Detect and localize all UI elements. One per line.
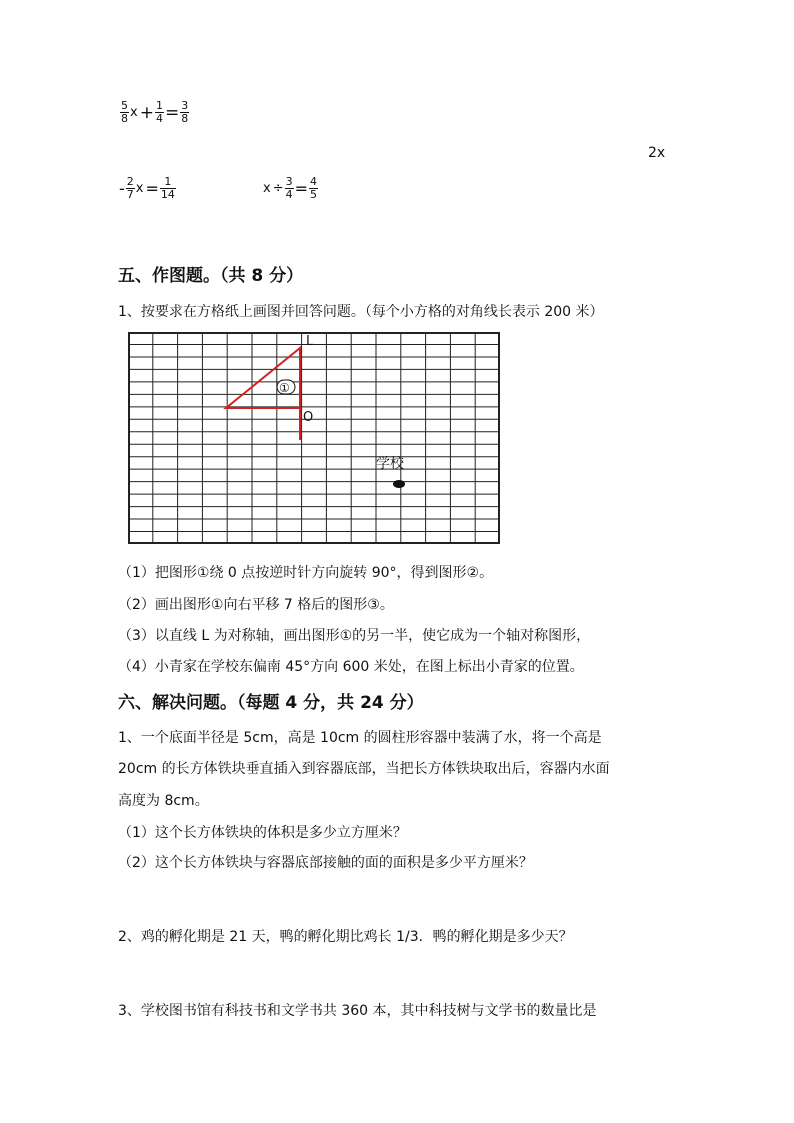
equals-sign: = <box>145 179 159 198</box>
label-O: O <box>303 410 314 425</box>
fraction: $\frac{1}{4}$ <box>155 99 163 125</box>
equals-sign: = <box>164 102 180 123</box>
fraction: $\frac{5}{8}$ <box>121 99 128 125</box>
question-6-2: 2、鸡的孵化期是 21 天，鸭的孵化期比鸡长 1/3．鸭的孵化期是多少天？ <box>118 929 573 945</box>
variable: x <box>135 181 144 196</box>
item-5-3: （3）以直线 L 为对称轴，画出图形①的另一半，使它成为一个轴对称图形， <box>118 628 591 644</box>
section-5-heading: 五、作图题。（共 8 分） <box>118 266 304 286</box>
item-5-4: （4）小青家在学校东偏南 45°方向 600 米处，在图上标出小青家的位置。 <box>118 659 584 675</box>
label-L: L <box>306 334 314 349</box>
section-6-heading: 六、解决问题。（每题 4 分，共 24 分） <box>118 693 424 713</box>
equation-1 <box>120 100 189 125</box>
variable: x <box>130 105 138 120</box>
question-6-1-sub-2: （2）这个长方体铁块与容器底部接触的面的面积是多少平方厘米？ <box>118 855 533 871</box>
equation-3 <box>262 176 318 201</box>
grid-figure <box>128 332 500 544</box>
fraction: $\frac{3}{4}$ <box>285 175 293 201</box>
operator: + <box>139 102 154 123</box>
question-6-3: 3、学校图书馆有科技书和文学书共 360 本，其中科技树与文学书的数量比是 <box>118 1003 597 1019</box>
question-6-1-line-2: 20cm 的长方体铁块垂直插入到容器底部，当把长方体铁块取出后，容器内水面 <box>118 761 610 777</box>
fraction: $\frac{3}{8}$ <box>181 99 189 125</box>
equals-sign: = <box>294 179 309 198</box>
stray-term: 2x <box>648 145 666 161</box>
minus-sign: - <box>119 179 125 198</box>
fraction: $\frac{4}{5}$ <box>310 175 318 201</box>
item-5-2: （2）画出图形①向右平移 7 格后的图形③。 <box>118 597 394 613</box>
divide-sign: ÷ <box>272 181 284 196</box>
grid-svg <box>128 332 500 544</box>
label-school: 学校 <box>376 456 404 472</box>
question-6-1-line-3: 高度为 8cm。 <box>118 793 209 809</box>
question-6-1-sub-1: （1）这个长方体铁块的体积是多少立方厘米？ <box>118 825 407 841</box>
question-6-1-line-1: 1、一个底面半径是 5cm，高是 10cm 的圆柱形容器中装满了水，将一个高是 <box>118 730 602 746</box>
fraction: $\frac{1}{14}$ <box>160 175 175 201</box>
label-shape-1: ① <box>279 381 290 395</box>
grid-lines <box>128 332 500 544</box>
fraction: $\frac{2}{7}$ <box>126 175 134 201</box>
variable: x <box>263 181 271 196</box>
equation-2 <box>118 176 176 201</box>
school-point <box>393 480 405 488</box>
question-5-1: 1、按要求在方格纸上画图并回答问题。（每个小方格的对角线长表示 200 米） <box>118 304 604 320</box>
item-5-1: （1）把图形①绕 0 点按逆时针方向旋转 90°，得到图形②。 <box>118 565 494 581</box>
